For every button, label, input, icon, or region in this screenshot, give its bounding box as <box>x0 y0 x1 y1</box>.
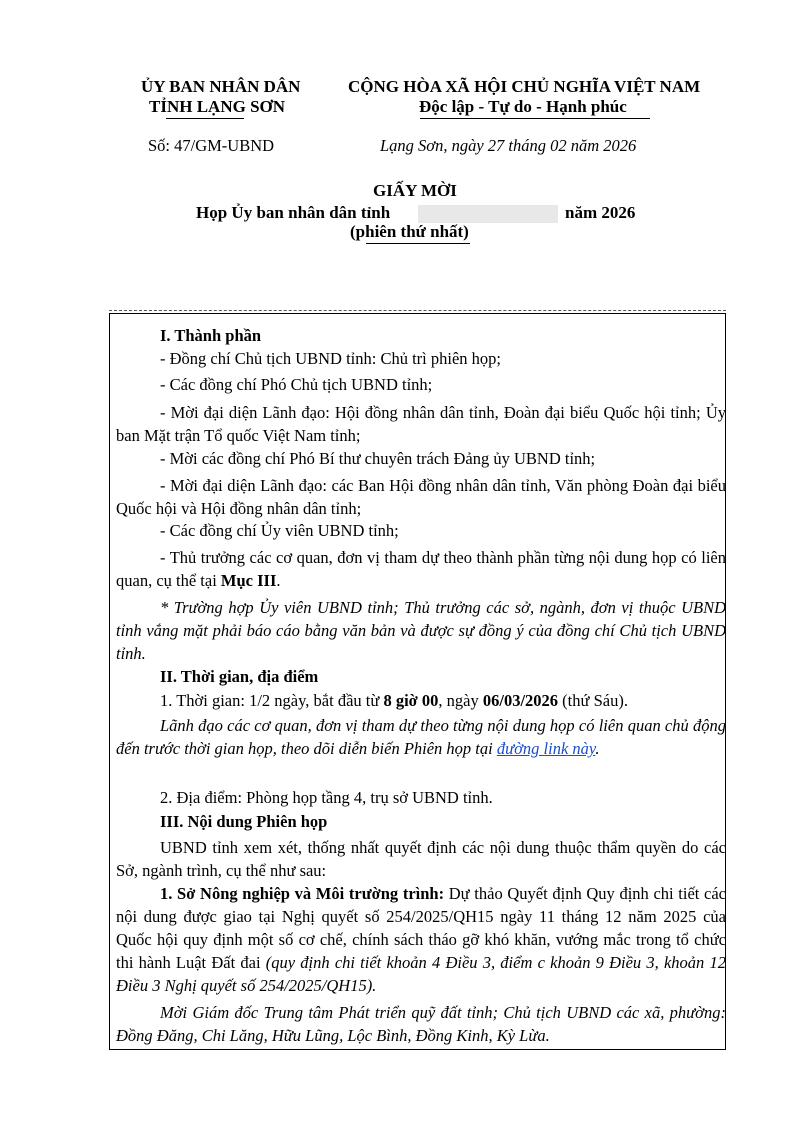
agenda-item-1-ref: (quy định chi tiết khoản 4 Điều 3, điểm c khoản 9 Điều 3, khoản 12 Điều 3 Nghị quyết số 254/2025/QH15). <box>116 953 726 995</box>
follow-end: . <box>595 739 600 758</box>
title-line2-end: năm 2026 <box>565 203 636 222</box>
nation-motto: Độc lập - Tự do - Hạnh phúc <box>419 97 627 116</box>
agenda-intro: UBND tỉnh xem xét, thống nhất quyết định các nội dung thuộc thẩm quyền do các Sở, ngành trình, cụ thể như sau: <box>116 838 726 880</box>
time-text-c: , ngày <box>438 691 483 710</box>
agenda-item-1-text: Dự thảo Quyết định Quy định chi tiết các nội dung được giao tại Nghị quyết số 254/2025/QH15 ngày 11 tháng 12 năm 2025 của Quốc hội quy định một số cơ chế, chính sách tháo gỡ khó khăn, vướng mắc trong tổ chức thi hành Luật Đất đai <box>116 884 726 972</box>
redacted-area <box>418 205 558 223</box>
meeting-time <box>116 689 726 712</box>
meeting-link[interactable]: đường link này <box>496 739 596 758</box>
section-ref: Mục III <box>220 571 277 590</box>
org-name-line2: TỈNH LẠNG SƠN <box>149 97 286 116</box>
section-3-heading: III. Nội dung Phiên họp <box>160 812 328 831</box>
doc-number: Số: 47/GM-UBND <box>148 136 275 155</box>
section-1-heading: I. Thành phần <box>160 326 262 345</box>
nation-name: CỘNG HÒA XÃ HỘI CHỦ NGHĨA VIỆT NAM <box>348 77 701 96</box>
attendee-committees: - Mời đại diện Lãnh đạo: các Ban Hội đồng nhân dân tỉnh, Văn phòng Đoàn đại biểu Quốc hội và Hội đồng nhân dân tỉnh; <box>116 476 726 518</box>
attendee-members: - Các đồng chí Ủy viên UBND tỉnh; <box>160 521 399 540</box>
meeting-location: 2. Địa điểm: Phòng họp tầng 4, trụ sở UBND tỉnh. <box>160 788 493 807</box>
org-underline <box>166 118 244 119</box>
agenda-item-1 <box>116 882 726 997</box>
attendee-leaders: - Mời đại diện Lãnh đạo: Hội đồng nhân dân tỉnh, Đoàn đại biểu Quốc hội tỉnh; Ủy ban Mặt trận Tổ quốc Việt Nam tỉnh; <box>116 403 726 445</box>
time-text-a: 1. Thời gian: 1/2 ngày, bắt đầu từ <box>160 691 384 710</box>
attendee-heads <box>116 546 726 592</box>
place-date: Lạng Sơn, ngày 27 tháng 02 năm 2026 <box>380 136 637 155</box>
section-2-heading: II. Thời gian, địa điểm <box>160 667 319 686</box>
attendee-heads-text: - Thủ trưởng các cơ quan, đơn vị tham dự theo thành phần từng nội dung họp có liên quan, cụ thể tại <box>116 548 726 590</box>
doc-title: GIẤY MỜI <box>373 181 457 200</box>
attendee-chair: - Đồng chí Chủ tịch UBND tỉnh: Chủ trì phiên họp; <box>160 349 501 368</box>
follow-instruction <box>116 714 726 760</box>
attendee-vice-chairs: - Các đồng chí Phó Chủ tịch UBND tỉnh; <box>160 375 433 394</box>
title-line2-start: Họp Ủy ban nhân dân tỉnh <box>196 203 391 222</box>
attendee-party-deputy: - Mời các đồng chí Phó Bí thư chuyên trách Đảng ủy UBND tỉnh; <box>160 449 596 468</box>
time-start: 8 giờ 00 <box>383 691 439 710</box>
title-session: (phiên thứ nhất) <box>350 222 469 241</box>
title-underline <box>366 243 470 244</box>
meeting-date: 06/03/2026 <box>482 691 559 710</box>
org-name-line1: ỦY BAN NHÂN DÂN <box>141 77 301 96</box>
box-top-dashed <box>109 310 726 311</box>
agenda-item-1-invitees: Mời Giám đốc Trung tâm Phát triển quỹ đất tỉnh; Chủ tịch UBND các xã, phường: Đồng Đăng, Chi Lăng, Hữu Lũng, Lộc Bình, Đồng Kinh, Kỳ Lừa. <box>116 1003 726 1045</box>
absence-note: * Trường hợp Ủy viên UBND tỉnh; Thủ trưởng các sở, ngành, đơn vị thuộc UBND tỉnh vắng mặt phải báo cáo bằng văn bản và được sự đồng ý của đồng chí Chủ tịch UBND tỉnh. <box>116 598 726 663</box>
attendee-heads-end: . <box>276 571 281 590</box>
follow-text: Lãnh đạo các cơ quan, đơn vị tham dự theo từng nội dung họp có liên quan chủ động đến trước thời gian họp, theo dõi diễn biến Phiên họp tại <box>116 716 726 758</box>
agenda-item-1-title: 1. Sở Nông nghiệp và Môi trường trình: <box>160 884 445 903</box>
motto-underline <box>420 118 650 119</box>
time-text-e: (thứ Sáu). <box>558 691 628 710</box>
